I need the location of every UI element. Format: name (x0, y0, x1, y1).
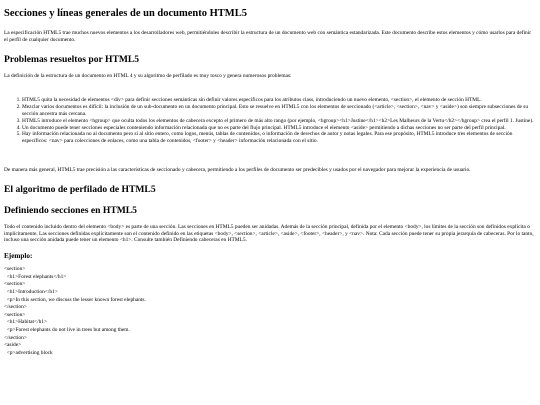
problems-lead: La definición de la estructura de un documento en HTML 4 y su algoritmo de perfilado es muy tosco y genera numerosos problemas: (4, 72, 292, 79)
intro-paragraph: La especificación HTML5 trae muchos nuevos elementos a los desarrolladores web, permitiéndoles describir la estructura de un documento web con semántica estandarizada. Este documento describe estos elementos y cómo usarlos para definir el perfil de cualquier documento. (4, 30, 532, 43)
defining-heading: Definiendo secciones en HTML5 (4, 204, 137, 216)
problems-heading: Problemas resueltos por HTML5 (4, 53, 140, 65)
list-item: 1. HTML5 quita la necesidad de elementos <div> para definir secciones semánticas sin definir valores específicos para los atributos class, introduciendo un nuevo elemento, <section>, el elemento de sección HTML. (22, 97, 536, 104)
example-heading: Ejemplo: (4, 252, 33, 261)
list-item: 4. Un documento puede tener secciones especiales conteniendo información relacionada que no es parte del flujo principal. HTML5 introduce el elemento <aside> permitiendo a dichas secciones no ser parte del perfil principal. (22, 125, 536, 132)
code-example: <section> <h1>Forest elephants</h1> <section> <h1>Introduction</h1> <p>In this section, we discuss the lesser known forest elephants. </section> <section> <h1>Habitat</h1> <p>Forest elephants do not live in trees but among them. </section> <aside> <p>advertising block (4, 266, 146, 356)
problems-closing: De manera más general, HTML5 trae precisión a las características de seccionado y cabecera, permitiendo a los perfiles de documento ser predecibles y usados por el navegador para mejorar la experiencia de usuario. (4, 166, 471, 173)
problems-list (4, 97, 536, 145)
list-item: 3. HTML5 introduce el elemento <hgroup> que oculta todos los elementos de cabecera excepto el primero de más alto rango (por ejemplo, <hgroup><h1>Justine</h1><h2>Les Malheurs de la Vertu</h2></hgroup> crea el perfil 1. Justine). (22, 118, 536, 125)
page-title: Secciones y líneas generales de un documento HTML5 (4, 8, 247, 19)
algorithm-heading: El algoritmo de perfilado de HTML5 (4, 183, 156, 195)
defining-paragraph: Todo el contenido incluido dentro del elemento <body> es parte de una sección. Las secciones en HTML5 pueden ser anidadas. Además de la sección principal, definida por el elemento <body>, los límites de la sección son definidos explícita o implícitamente. Las secciones definidas explícitamente son el contenido definido en las etiquetas <body>, <section>, <article>, <aside>, <footer>, <header>, y <nav>. Nota: Cada sección puede tener su propia jerarquía de cabeceras. Por lo tanto, incluso una sección anidada puede tener un elemento <h1>. Consulte también Definiendo cabeceras en HTML5. (4, 223, 534, 244)
list-item: 2. Mezclar varios documentos es difícil: la inclusión de un sub-documento en un documento principal. Esto se resuelve en HTML5 con los elementos de seccionado (<article>, <section>, <nav> y <aside>) son siempre subsecciones de su sección ancestra más cercana. (22, 104, 536, 118)
list-item: 5. Hay información relacionada no al documento pero sí al sitio entero, como logos, menús, tablas de contenidos, o información de derechos de autor y notas legales. Para ese propósito, HTML5 introduce tres elementos de sección específicos: <nav> para colecciones de enlaces, como una tabla de contenidos, <footer> y <header> información relacionada con el sitio. (22, 131, 536, 145)
